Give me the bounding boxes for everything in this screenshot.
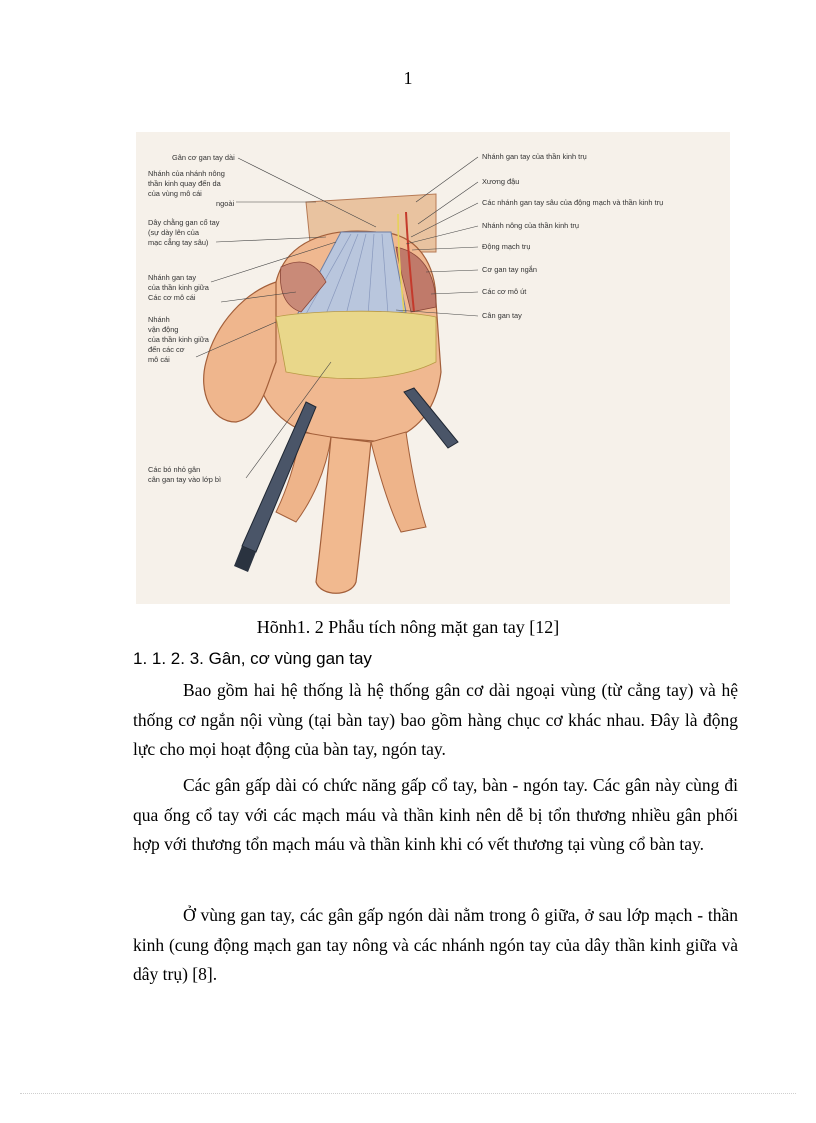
svg-text:Cơ gan tay ngắn: Cơ gan tay ngắn (482, 265, 537, 274)
paragraph (133, 676, 738, 765)
paragraph (133, 901, 738, 990)
paragraph-text: Các gân gấp dài có chức năng gấp cổ tay, bàn - ngón tay. Các gân này cùng đi qua ống cổ tay với các mạch máu và thần kinh nên dễ bị tổn thương nhiều gân phối hợp với thương tổn mạch máu và thần kinh khi có vết thương tại vùng cổ bàn tay. (133, 775, 738, 854)
paragraph (133, 771, 738, 860)
svg-text:đến các cơ: đến các cơ (148, 345, 185, 354)
svg-text:Động mạch trụ: Động mạch trụ (482, 242, 531, 251)
page-bottom-divider (20, 1093, 796, 1094)
svg-text:Nhánh gan tay của thần kinh tr: Nhánh gan tay của thần kinh trụ (482, 152, 587, 161)
hand-dissection-illustration (136, 132, 730, 604)
svg-text:mô cái: mô cái (148, 355, 170, 364)
figure-labels-left (148, 153, 235, 484)
svg-text:thần kinh quay đến da: thần kinh quay đến da (148, 179, 221, 188)
svg-text:Nhánh: Nhánh (148, 315, 170, 324)
svg-text:của vùng mô cái: của vùng mô cái (148, 189, 202, 198)
svg-text:(sự dày lên của: (sự dày lên của (148, 228, 199, 237)
page-number: 1 (403, 68, 413, 88)
svg-text:Các bó nhỏ gân: Các bó nhỏ gân (148, 465, 201, 474)
svg-text:Nhánh nông của thần kinh trụ: Nhánh nông của thần kinh trụ (482, 221, 579, 230)
svg-text:Gân cơ gan tay dài: Gân cơ gan tay dài (172, 153, 235, 162)
svg-text:ngoài: ngoài (216, 199, 235, 208)
svg-text:vận động: vận động (148, 325, 179, 334)
paragraph-text: Ở vùng gan tay, các gân gấp ngón dài nằm trong ô giữa, ở sau lớp mạch - thần kinh (cung động mạch gan tay nông và các nhánh ngón tay của dây thần kinh giữa và dây trụ) [8]. (133, 905, 738, 984)
svg-text:của thần kinh giữa: của thần kinh giữa (148, 335, 209, 344)
paragraph-text: Bao gồm hai hệ thống là hệ thống gân cơ dài ngoại vùng (từ cẳng tay) và hệ thống cơ ngắn nội vùng (tại bàn tay) bao gồm hàng chục cơ khác nhau. Đây là động lực cho mọi hoạt động của bàn tay, ngón tay. (133, 680, 738, 759)
svg-text:Nhánh của nhánh nông: Nhánh của nhánh nông (148, 169, 225, 178)
svg-text:Các nhánh gan tay sâu của động: Các nhánh gan tay sâu của động mạch và thần kinh trụ (482, 198, 664, 207)
svg-text:Nhánh gan tay: Nhánh gan tay (148, 273, 197, 282)
svg-text:Xương đậu: Xương đậu (482, 177, 520, 186)
svg-text:Dây chằng gan cổ tay: Dây chằng gan cổ tay (148, 218, 220, 227)
svg-text:cân gan tay vào lớp bì: cân gan tay vào lớp bì (148, 475, 222, 484)
figure-caption: Hõnh1. 2 Phẫu tích nông mặt gan tay [12] (256, 617, 560, 637)
anatomy-figure (136, 132, 730, 604)
svg-text:Cân gan tay: Cân gan tay (482, 311, 522, 320)
svg-text:Các cơ mô út: Các cơ mô út (482, 287, 527, 296)
figure-labels-right (482, 152, 663, 320)
section-heading: 1. 1. 2. 3. Gân, cơ vùng gan tay (133, 649, 372, 668)
svg-text:Các cơ mô cái: Các cơ mô cái (148, 293, 196, 302)
svg-text:của thần kinh giữa: của thần kinh giữa (148, 283, 209, 292)
svg-text:mạc cẳng tay sâu): mạc cẳng tay sâu) (148, 238, 209, 247)
